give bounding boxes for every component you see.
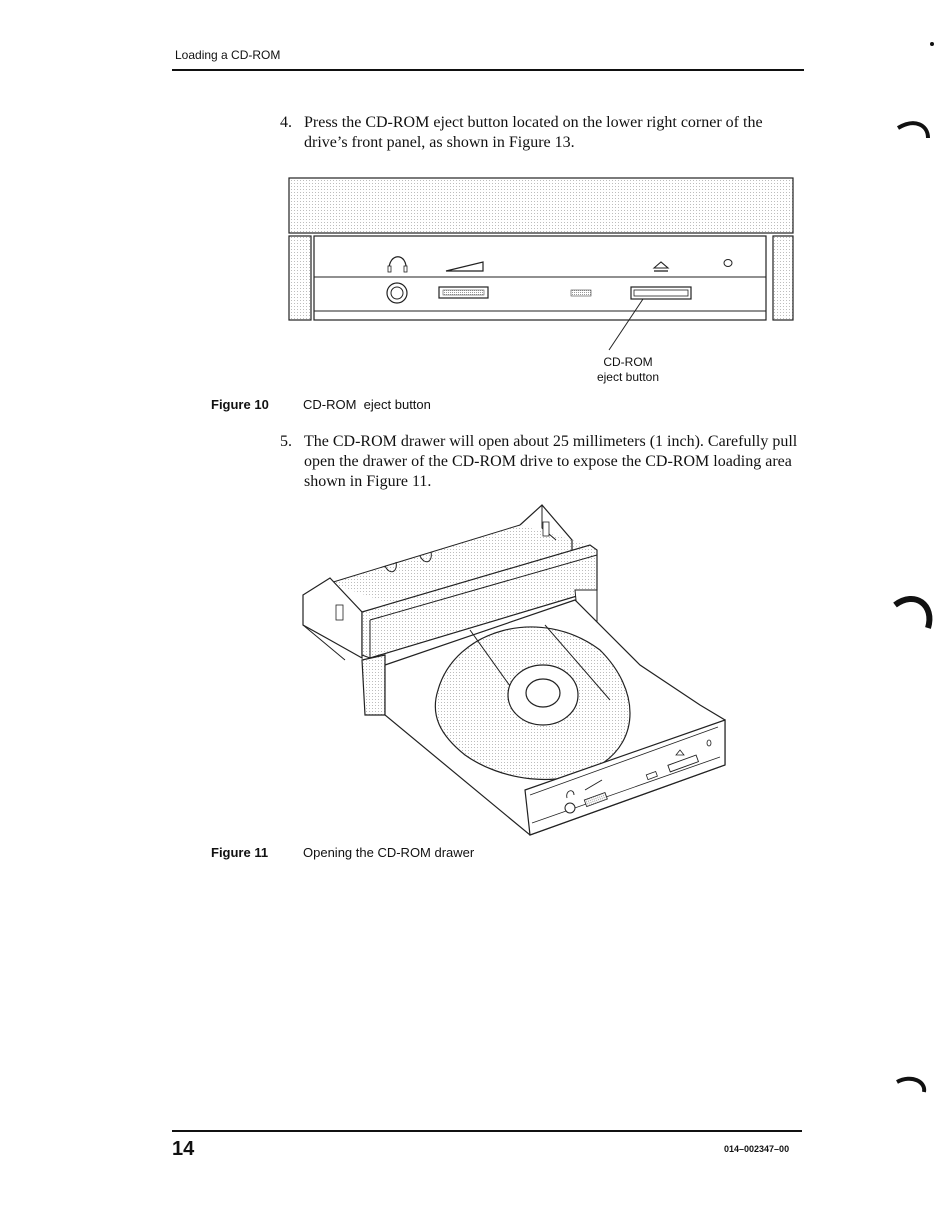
running-header: Loading a CD-ROM (175, 48, 281, 62)
callout-line-2: eject button (596, 370, 660, 384)
figure-11-caption: Opening the CD-ROM drawer (303, 845, 475, 860)
step-number: 5. (280, 433, 292, 450)
step-number: 4. (280, 114, 292, 131)
figure-10-caption: CD-ROM eject button (303, 397, 431, 412)
step-text: Press the CD-ROM eject button located on the lower right corner of the drive’s front panel, as shown in Figure 13. (304, 114, 763, 151)
step-text: The CD-ROM drawer will open about 25 millimeters (1 inch). Carefully pull open the drawer of the CD-ROM drive to expose the CD-ROM loading area shown in Figure 11. (304, 433, 798, 490)
callout-line-1: CD-ROM (603, 355, 653, 369)
document-number: 014–002347–00 (724, 1144, 790, 1154)
figure-11-label: Figure 11 (211, 845, 269, 860)
figure-10-label: Figure 10 (211, 397, 269, 412)
page-number: 14 (172, 1138, 195, 1160)
